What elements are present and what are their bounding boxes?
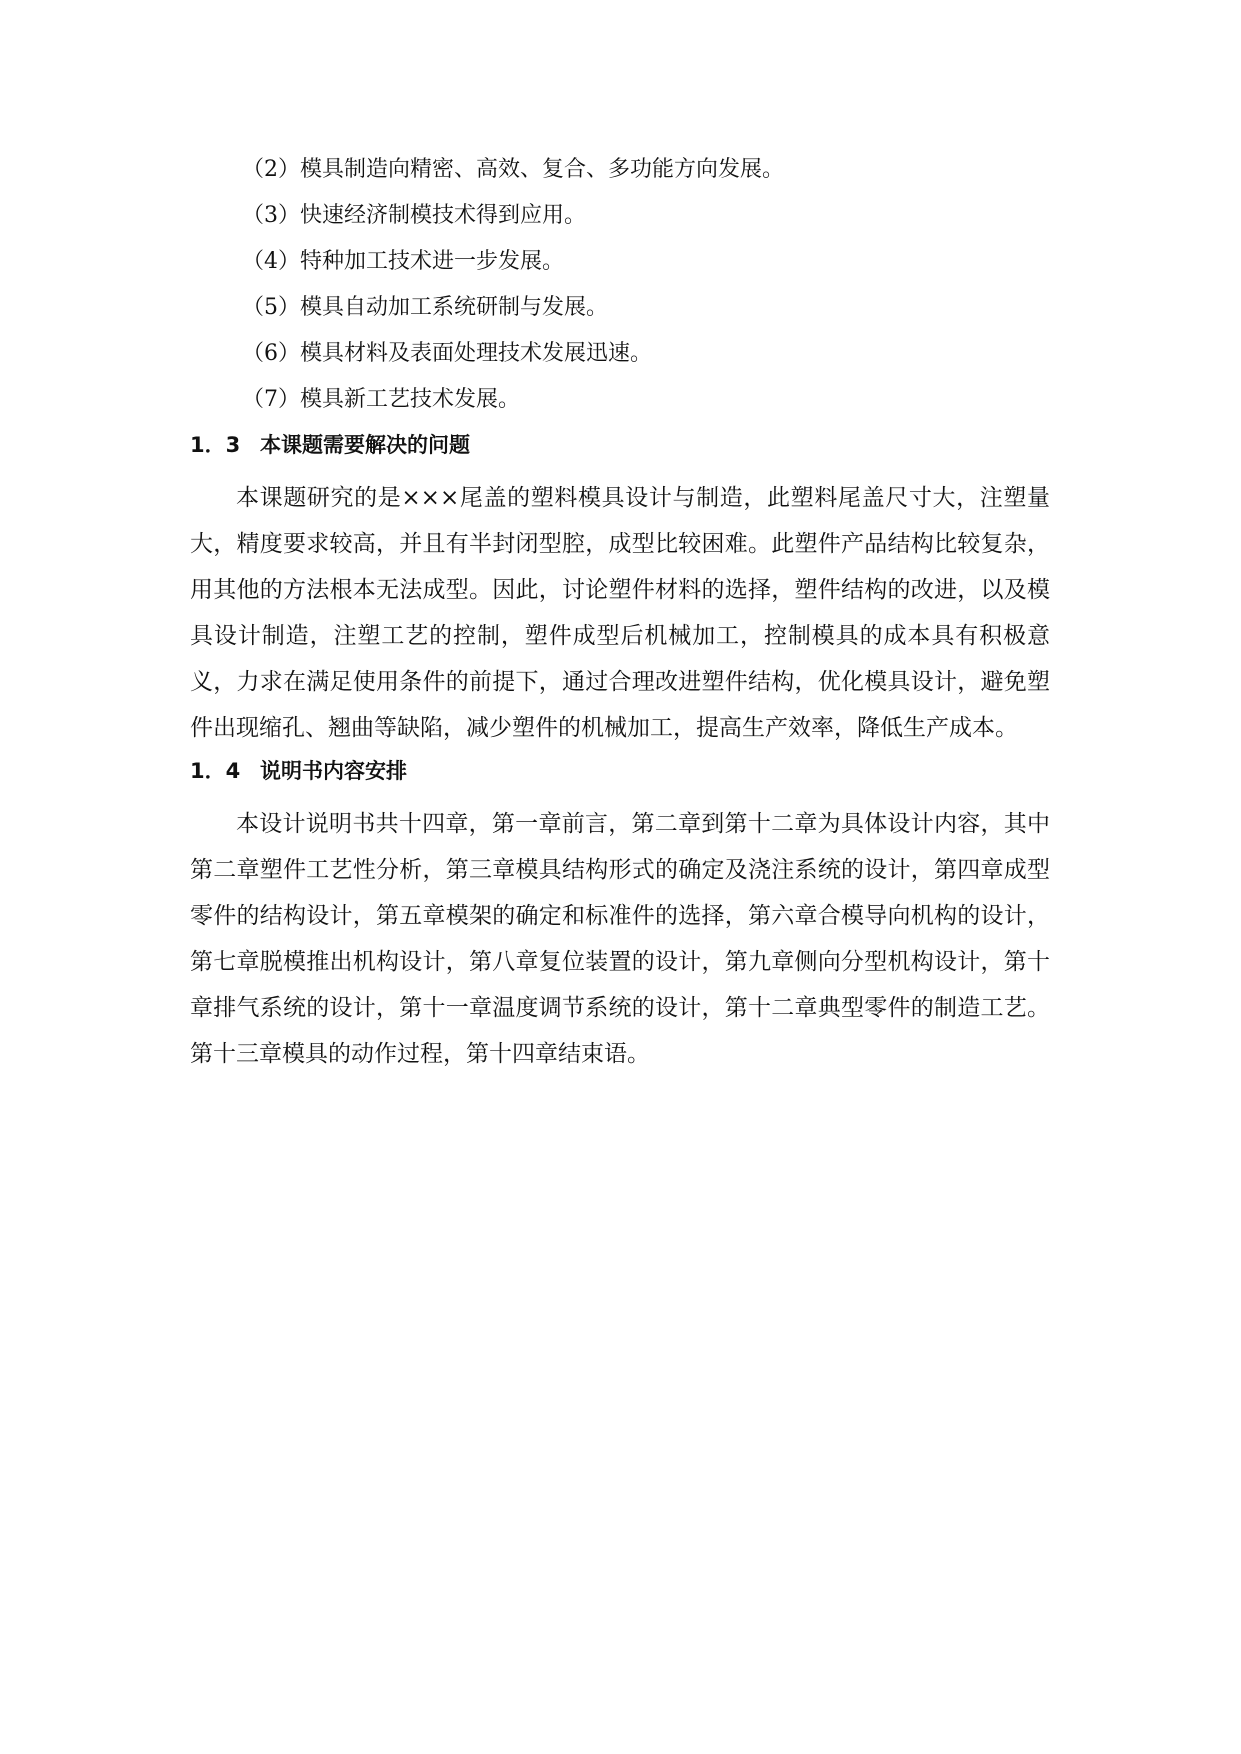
- section-number: 1．3: [190, 433, 241, 457]
- list-item: （6）模具材料及表面处理技术发展迅速。: [242, 341, 652, 366]
- list-item: （5）模具自动加工系统研制与发展。: [242, 295, 608, 320]
- section-paragraph: 本课题研究的是×××尾盖的塑料模具设计与制造，此塑料尾盖尺寸大，注塑量大，精度要求较高，并且有半封闭型腔，成型比较困难。此塑件产品结构比较复杂，用其他的方法根本无法成型。因此，讨论塑件材料的选择，塑件结构的改进，以及模具设计制造，注塑工艺的控制，塑件成型后机械加工，控制模具的成本具有积极意义，力求在满足使用条件的前提下，通过合理改进塑件结构，优化模具设计，避免塑件出现缩孔、翘曲等缺陷，减少塑件的机械加工，提高生产效率，降低生产成本。: [190, 485, 1050, 741]
- trend-list: [190, 155, 1050, 414]
- section-1-3: [190, 431, 1050, 751]
- section-title: 本课题需要解决的问题: [260, 433, 470, 457]
- list-item: （2）模具制造向精密、高效、复合、多功能方向发展。: [242, 157, 784, 182]
- section-paragraph: 本设计说明书共十四章，第一章前言，第二章到第十二章为具体设计内容，其中第二章塑件工艺性分析，第三章模具结构形式的确定及浇注系统的设计，第四章成型零件的结构设计，第五章模架的确定和标准件的选择，第六章合模导向机构的设计，第七章脱模推出机构设计，第八章复位装置的设计，第九章侧向分型机构设计，第十章排气系统的设计，第十一章温度调节系统的设计，第十二章典型零件的制造工艺。第十三章模具的动作过程，第十四章结束语。: [190, 811, 1050, 1067]
- section-heading: [190, 757, 1050, 786]
- list-item: （3）快速经济制模技术得到应用。: [242, 203, 586, 228]
- section-1-4: [190, 757, 1050, 1077]
- section-number: 1．4: [190, 759, 241, 783]
- list-item: （4）特种加工技术进一步发展。: [242, 249, 564, 274]
- section-heading: [190, 431, 1050, 460]
- page-content: [190, 155, 1050, 1083]
- list-item: （7）模具新工艺技术发展。: [242, 387, 520, 412]
- section-title: 说明书内容安排: [260, 759, 407, 783]
